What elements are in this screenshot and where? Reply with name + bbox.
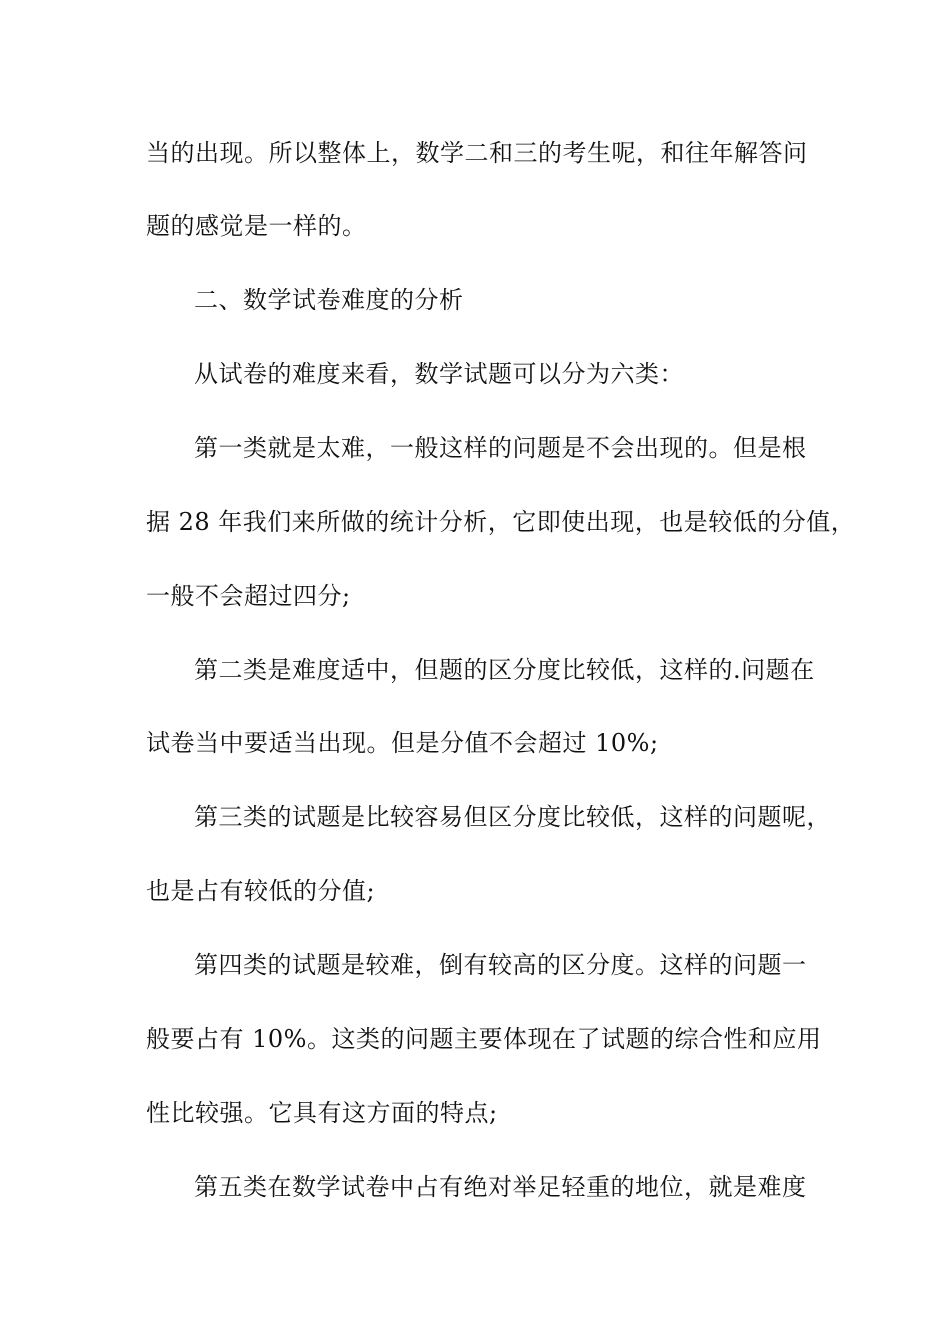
paragraph-line: 第二类是难度适中，但题的区分度比较低，这样的.问题在 <box>194 656 815 684</box>
paragraph-line: 第五类在数学试卷中占有绝对举足轻重的地位，就是难度 <box>194 1173 807 1201</box>
paragraph-line: 第三类的试题是比较容易但区分度比较低，这样的问题呢， <box>194 803 831 831</box>
text-line: 性比较强。它具有这方面的特点; <box>146 1099 498 1127</box>
text-line: 当的出现。所以整体上，数学二和三的考生呢，和往年解答问 <box>146 139 808 167</box>
text-line: 也是占有较低的分值; <box>146 877 376 905</box>
text-line: 据 28 年我们来所做的统计分析，它即使出现，也是较低的分值， <box>146 508 856 536</box>
section-heading: 二、数学试卷难度的分析 <box>194 286 464 314</box>
text-line: 般要占有 10%。这类的问题主要体现在了试题的综合性和应用 <box>146 1025 822 1053</box>
paragraph-line: 从试卷的难度来看，数学试题可以分为六类： <box>194 360 684 388</box>
text-line: 题的感觉是一样的。 <box>146 212 367 240</box>
paragraph-line: 第一类就是太难，一般这样的问题是不会出现的。但是根 <box>194 434 807 462</box>
paragraph-line: 第四类的试题是较难，倒有较高的区分度。这样的问题一 <box>194 951 807 979</box>
text-line: 一般不会超过四分; <box>146 582 351 610</box>
text-line: 试卷当中要适当出现。但是分值不会超过 10%; <box>146 729 659 757</box>
